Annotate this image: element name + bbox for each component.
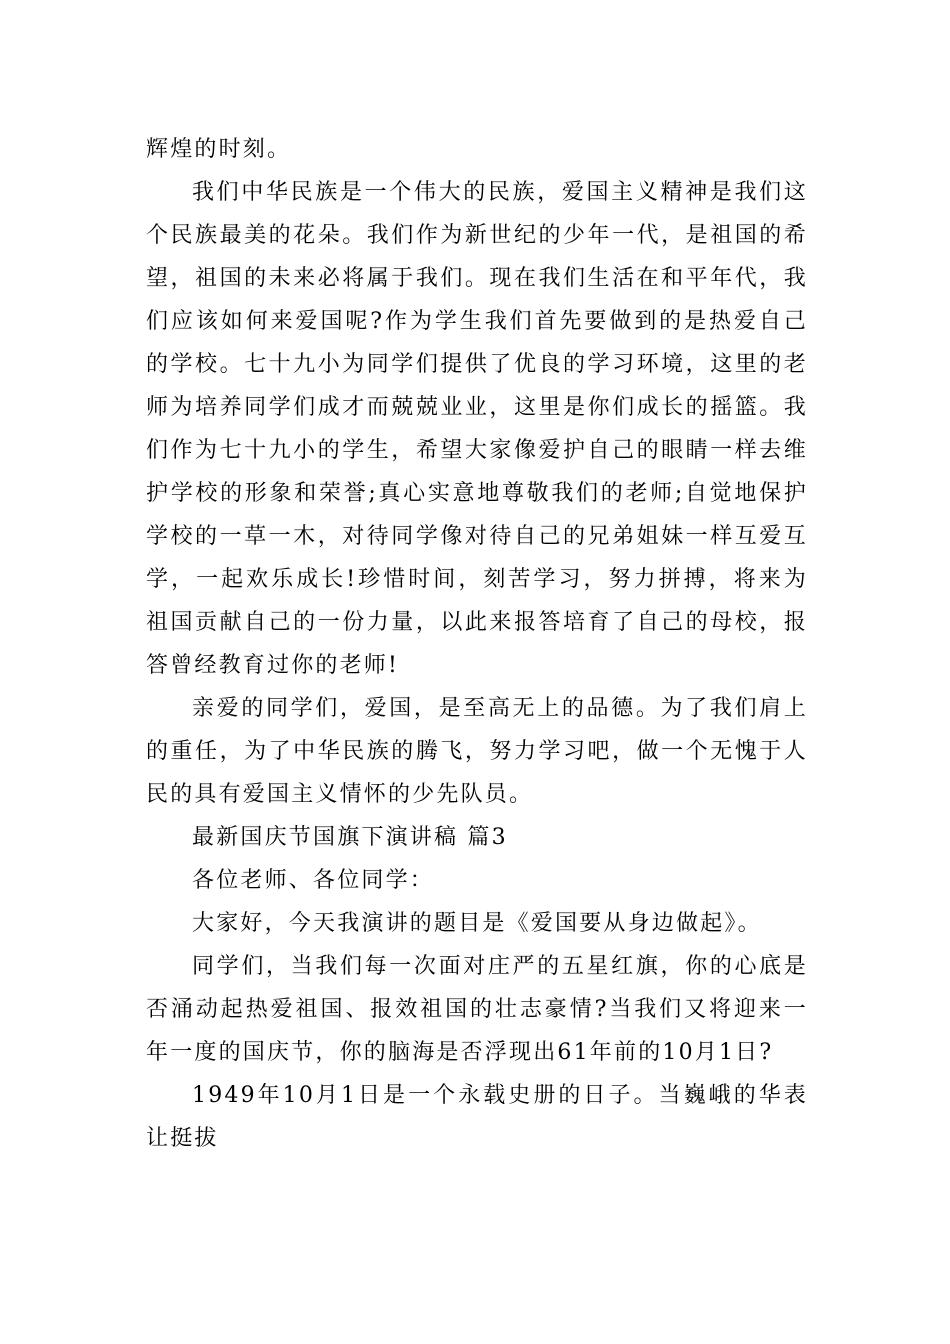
document-body	[146, 128, 808, 1160]
paragraph-flag: 同学们，当我们每一次面对庄严的五星红旗，你的心底是否涌动起热爱祖国、报效祖国的壮志豪情?当我们又将迎来一年一度的国庆节，你的脑海是否浮现出61年前的10月1日?	[146, 954, 808, 1065]
paragraph-1949: 1949年10月1日是一个永载史册的日子。当巍峨的华表让挺拔	[146, 1083, 808, 1151]
salutation: 各位老师、各位同学：	[192, 868, 435, 893]
paragraph-closing: 亲爱的同学们，爱国，是至高无上的品德。为了我们肩上的重任，为了中华民族的腾飞，努力学习吧，做一个无愧于人民的具有爱国主义情怀的少先队员。	[146, 696, 808, 807]
paragraph-continuation: 辉煌的时刻。	[146, 137, 292, 162]
section-heading: 最新国庆节国旗下演讲稿 篇3	[192, 825, 508, 850]
greeting: 大家好，今天我演讲的题目是《爱国要从身边做起》。	[192, 911, 762, 936]
paragraph-patriotism: 我们中华民族是一个伟大的民族，爱国主义精神是我们这个民族最美的花朵。我们作为新世纪的少年一代，是祖国的希望，祖国的未来必将属于我们。现在我们生活在和平年代，我们应该如何来爱国呢?作为学生我们首先要做到的是热爱自己的学校。七十九小为同学们提供了优良的学习环境，这里的老师为培养同学们成才而兢兢业业，这里是你们成长的摇篮。我们作为七十九小的学生，希望大家像爱护自己的眼睛一样去维护学校的形象和荣誉;真心实意地尊敬我们的老师;自觉地保护学校的一草一木，对待同学像对待自己的兄弟姐妹一样互爱互学，一起欢乐成长!珍惜时间，刻苦学习，努力拼搏，将来为祖国贡献自己的一份力量，以此来报答培育了自己的母校，报答曾经教育过你的老师!	[146, 180, 808, 678]
